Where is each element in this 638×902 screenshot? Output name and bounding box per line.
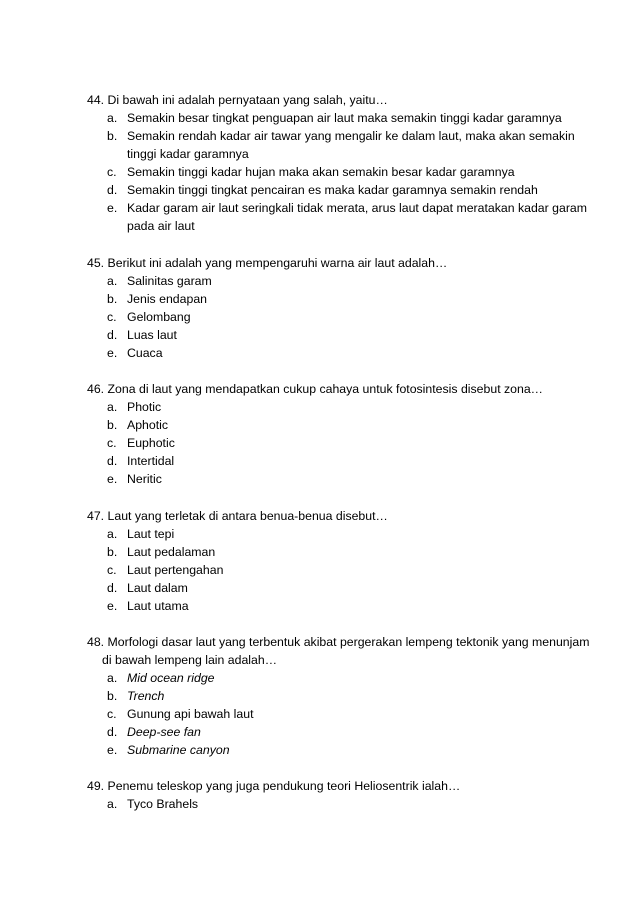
- option-letter: c.: [107, 436, 117, 450]
- option-text: Submarine canyon: [127, 743, 230, 757]
- option-letter: e.: [107, 472, 118, 486]
- option-text: Neritic: [127, 472, 162, 486]
- option-letter: a.: [107, 400, 118, 414]
- option-text: Kadar garam air laut seringkali tidak merata, arus laut dapat meratakan kadar garam: [127, 201, 587, 215]
- option-text: Laut pedalaman: [127, 545, 216, 559]
- option-letter: c.: [107, 707, 117, 721]
- question-text: [87, 777, 587, 795]
- option-letter: a.: [107, 274, 118, 288]
- option-text: Trench: [127, 689, 165, 703]
- option-text: Semakin rendah kadar air tawar yang mengalir ke dalam laut, maka akan semakin: [127, 129, 575, 143]
- option-text: Intertidal: [127, 454, 175, 468]
- option-text: Deep-see fan: [127, 725, 201, 739]
- option-letter: d.: [107, 328, 118, 342]
- answer-option: [87, 470, 587, 488]
- question-number: 44.: [87, 93, 105, 107]
- option-letter: e.: [107, 599, 118, 613]
- answer-option: [87, 181, 587, 199]
- option-text: Semakin tinggi tingkat pencairan es maka kadar garamnya semakin rendah: [127, 183, 538, 197]
- option-letter: c.: [107, 310, 117, 324]
- option-text: Salinitas garam: [127, 274, 212, 288]
- option-letter: d.: [107, 183, 118, 197]
- option-text: Mid ocean ridge: [127, 671, 215, 685]
- option-letter: d.: [107, 581, 118, 595]
- question-stem: Zona di laut yang mendapatkan cukup cahaya untuk fotosintesis disebut zona…: [107, 382, 543, 396]
- option-text-continued: tinggi kadar garamnya: [127, 147, 249, 161]
- option-text: Jenis endapan: [127, 292, 207, 306]
- question-number: 48.: [87, 635, 105, 649]
- answer-option: [87, 687, 587, 705]
- option-letter: b.: [107, 689, 118, 703]
- answer-option: [87, 109, 587, 127]
- question-stem: Berikut ini adalah yang mempengaruhi warna air laut adalah…: [107, 256, 448, 270]
- answer-option: [87, 290, 587, 308]
- question-text: [87, 91, 587, 109]
- answer-option: [87, 795, 587, 813]
- question-number: 47.: [87, 509, 105, 523]
- option-letter: e.: [107, 346, 118, 360]
- option-letter: a.: [107, 671, 118, 685]
- option-text: Luas laut: [127, 328, 177, 342]
- option-text: Semakin besar tingkat penguapan air laut maka semakin tinggi kadar garamnya: [127, 111, 562, 125]
- option-letter: a.: [107, 527, 118, 541]
- option-letter: d.: [107, 725, 118, 739]
- option-text: Gunung api bawah laut: [127, 707, 254, 721]
- question-3: [87, 380, 587, 488]
- option-text: Cuaca: [127, 346, 163, 360]
- question-number: 45.: [87, 256, 105, 270]
- option-letter: b.: [107, 545, 118, 559]
- answer-option: [87, 525, 587, 543]
- question-5: [87, 633, 590, 759]
- question-text: [87, 254, 587, 272]
- option-text: Laut tepi: [127, 527, 175, 541]
- question-stem: Penemu teleskop yang juga pendukung teori Heliosentrik ialah…: [107, 779, 461, 793]
- option-letter: b.: [107, 292, 118, 306]
- answer-option: [87, 326, 587, 344]
- option-text: Laut pertengahan: [127, 563, 224, 577]
- question-text: [87, 507, 587, 525]
- answer-option: [87, 434, 587, 452]
- question-stem-continued: di bawah lempeng lain adalah…: [102, 653, 278, 667]
- answer-option: [87, 416, 587, 434]
- option-letter: d.: [107, 454, 118, 468]
- question-number: 49.: [87, 779, 105, 793]
- option-text: Euphotic: [127, 436, 175, 450]
- question-text: [87, 380, 587, 398]
- option-text: Gelombang: [127, 310, 191, 324]
- answer-option: [87, 597, 587, 615]
- answer-option: [87, 308, 587, 326]
- answer-option: [87, 579, 587, 597]
- question-1: [87, 91, 587, 235]
- option-text: Semakin tinggi kadar hujan maka akan semakin besar kadar garamnya: [127, 165, 515, 179]
- question-2: [87, 254, 587, 362]
- answer-option: [87, 398, 587, 416]
- option-letter: c.: [107, 563, 117, 577]
- option-text: Tyco Brahels: [127, 797, 199, 811]
- answer-option: [87, 561, 587, 579]
- option-text: Aphotic: [127, 418, 169, 432]
- question-text: [87, 633, 590, 669]
- question-stem: Di bawah ini adalah pernyataan yang salah, yaitu…: [107, 93, 388, 107]
- question-6: [87, 777, 587, 813]
- option-letter: b.: [107, 129, 118, 143]
- answer-option: [87, 543, 587, 561]
- answer-option: [87, 163, 587, 181]
- answer-option: [87, 705, 587, 723]
- option-letter: e.: [107, 201, 118, 215]
- answer-option: [87, 272, 587, 290]
- option-letter: b.: [107, 418, 118, 432]
- option-text-continued: pada air laut: [127, 219, 195, 233]
- answer-option: [87, 723, 587, 741]
- option-letter: c.: [107, 165, 117, 179]
- answer-option: [87, 741, 587, 759]
- answer-option: [87, 669, 587, 687]
- question-number: 46.: [87, 382, 105, 396]
- answer-option: [87, 127, 587, 163]
- option-text: Laut utama: [127, 599, 189, 613]
- option-letter: a.: [107, 797, 118, 811]
- question-stem: Laut yang terletak di antara benua-benua disebut…: [107, 509, 388, 523]
- option-letter: e.: [107, 743, 118, 757]
- option-text: Laut dalam: [127, 581, 188, 595]
- answer-option: [87, 199, 587, 235]
- answer-option: [87, 452, 587, 470]
- question-4: [87, 507, 587, 615]
- question-stem: Morfologi dasar laut yang terbentuk akibat pergerakan lempeng tektonik yang menunjam: [107, 635, 590, 649]
- option-text: Photic: [127, 400, 162, 414]
- option-letter: a.: [107, 111, 118, 125]
- answer-option: [87, 344, 587, 362]
